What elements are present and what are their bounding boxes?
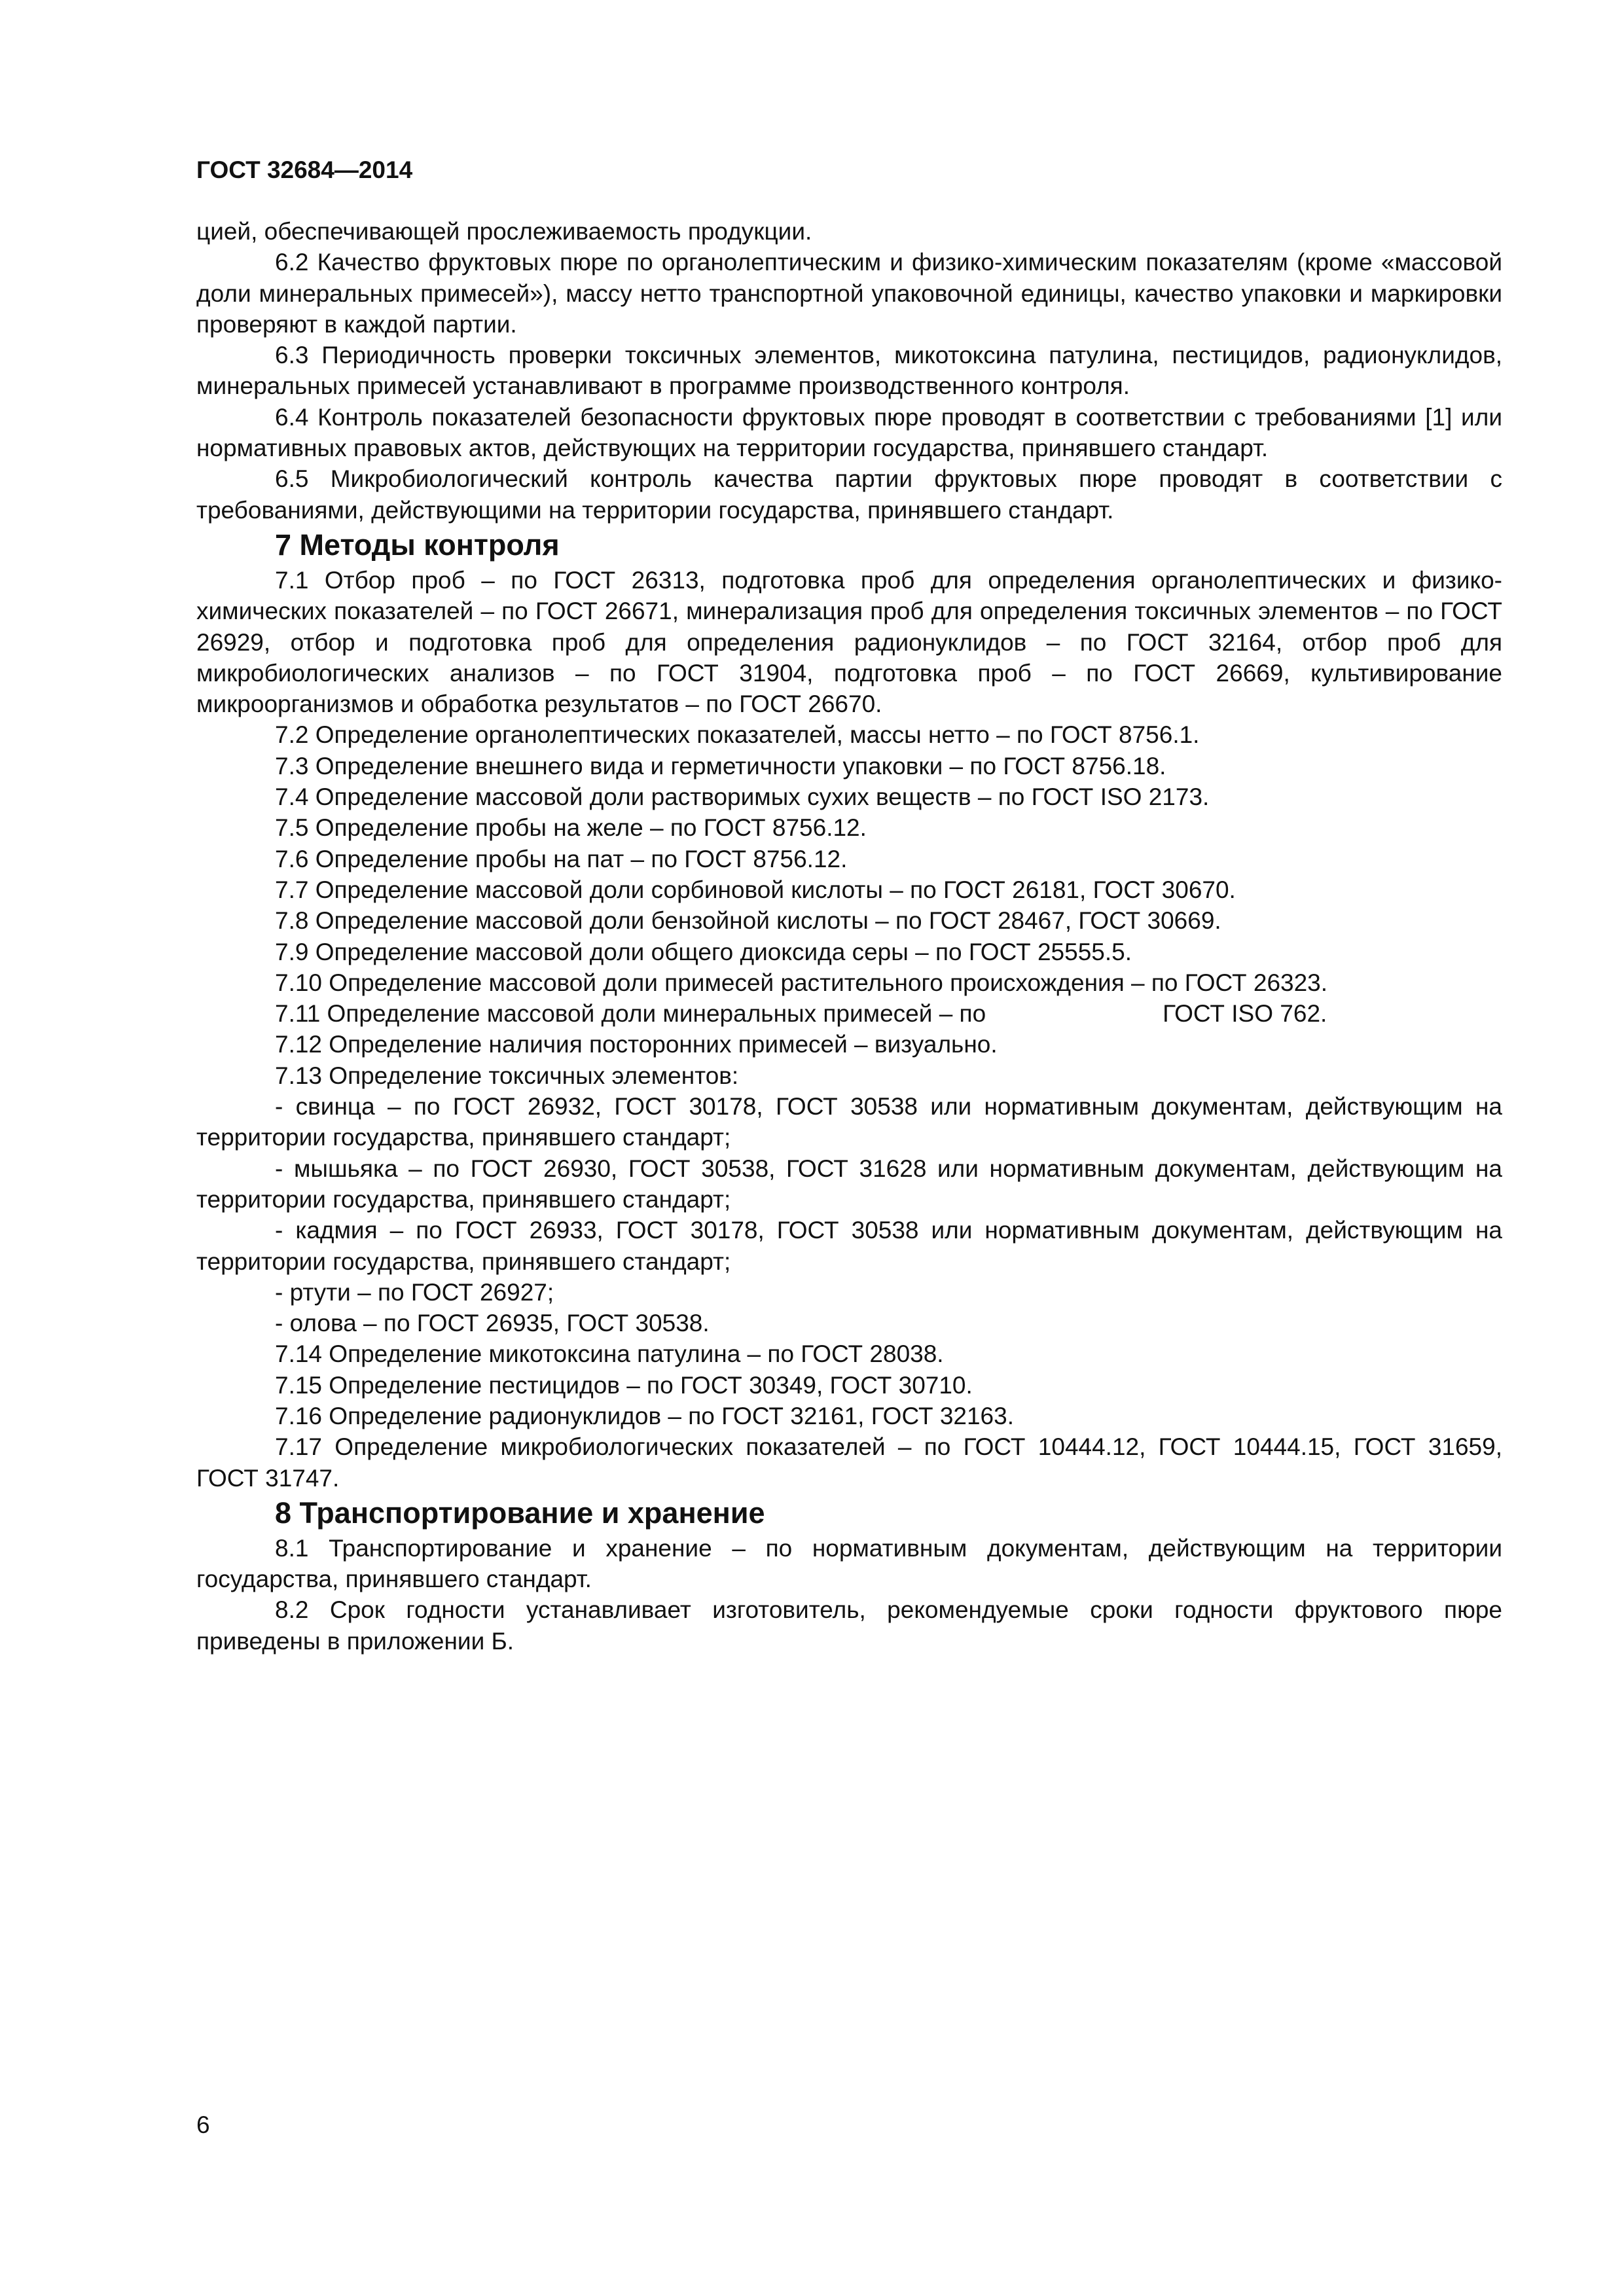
paragraph-7-10: 7.10 Определение массовой доли примесей растительного происхождения – по ГОСТ 26323. bbox=[275, 969, 1328, 996]
list-item-mercury: - ртути – по ГОСТ 26927; bbox=[275, 1278, 554, 1306]
paragraph-7-7: 7.7 Определение массовой доли сорбиновой кислоты – по ГОСТ 26181, ГОСТ 30670. bbox=[275, 876, 1236, 903]
paragraph-7-3: 7.3 Определение внешнего вида и герметичности упаковки – по ГОСТ 8756.18. bbox=[275, 752, 1166, 780]
paragraph-7-12: 7.12 Определение наличия посторонних примесей – визуально. bbox=[275, 1031, 998, 1058]
document-body bbox=[196, 216, 1502, 1657]
page-number: 6 bbox=[196, 2111, 210, 2138]
section-7-heading: 7 Методы контроля bbox=[275, 528, 560, 562]
paragraph-7-14: 7.14 Определение микотоксина патулина – по ГОСТ 28038. bbox=[275, 1340, 944, 1368]
paragraph-7-1: 7.1 Отбор проб – по ГОСТ 26313, подготовка проб для определения органолептических и физико-химических показателей – по ГОСТ 26671, минерализация проб для определения токсичных элементов – по ГОСТ 26929, отбор и подготовка проб для определения радионуклидов – по ГОСТ 32164, отбор проб для микробиологических анализов – по ГОСТ 31904, подготовка проб – по ГОСТ 26669, культивирование микроорганизмов и обработка результатов – по ГОСТ 26670. bbox=[196, 566, 1502, 718]
paragraph-7-11-text: 7.11 Определение массовой доли минеральных примесей – по bbox=[275, 1000, 986, 1028]
paragraph-7-8: 7.8 Определение массовой доли бензойной кислоты – по ГОСТ 28467, ГОСТ 30669. bbox=[275, 907, 1221, 935]
paragraph-7-15: 7.15 Определение пестицидов – по ГОСТ 30349, ГОСТ 30710. bbox=[275, 1371, 973, 1399]
paragraph-6-4: 6.4 Контроль показателей безопасности фруктовых пюре проводят в соответствии с требованиями [1] или нормативных правовых актов, действующих на территории государства, принявшего стандарт. bbox=[196, 403, 1502, 462]
paragraph-8-1: 8.1 Транспортирование и хранение – по нормативным документам, действующим на территории государства, принявшего стандарт. bbox=[196, 1534, 1502, 1593]
paragraph-6-3: 6.3 Периодичность проверки токсичных элементов, микотоксина патулина, пестицидов, радионуклидов, минеральных примесей устанавливают в программе производственного контроля. bbox=[196, 342, 1502, 400]
paragraph-8-2: 8.2 Срок годности устанавливает изготовитель, рекомендуемые сроки годности фруктового пюре приведены в приложении Б. bbox=[196, 1596, 1502, 1655]
paragraph-6-5: 6.5 Микробиологический контроль качества партии фруктовых пюре проводят в соответствии с требованиями, действующими на территории государства, принявшего стандарт. bbox=[196, 465, 1502, 524]
list-item-cadmium: - кадмия – по ГОСТ 26933, ГОСТ 30178, ГОСТ 30538 или нормативным документам, действующим на территории государства, принявшего стандарт; bbox=[196, 1217, 1502, 1275]
paragraph-6-2: 6.2 Качество фруктовых пюре по органолептическим и физико-химическим показателям (кроме «массовой доли минеральных примесей»), массу нетто транспортной упаковочной единицы, качество упаковки и маркировки проверяют в каждой партии. bbox=[196, 249, 1502, 338]
section-8-heading: 8 Транспортирование и хранение bbox=[275, 1496, 765, 1530]
document-header: ГОСТ 32684—2014 bbox=[196, 156, 413, 183]
list-item-lead: - свинца – по ГОСТ 26932, ГОСТ 30178, ГОСТ 30538 или нормативным документам, действующим на территории государства, принявшего стандарт; bbox=[196, 1093, 1502, 1151]
paragraph-7-16: 7.16 Определение радионуклидов – по ГОСТ 32161, ГОСТ 32163. bbox=[275, 1402, 1014, 1429]
paragraph-7-11 bbox=[196, 998, 1502, 1029]
list-item-arsenic: - мышьяка – по ГОСТ 26930, ГОСТ 30538, ГОСТ 31628 или нормативным документам, действующим на территории государства, принявшего стандарт; bbox=[196, 1155, 1502, 1213]
paragraph-7-9: 7.9 Определение массовой доли общего диоксида серы – по ГОСТ 25555.5. bbox=[275, 938, 1132, 965]
paragraph-7-17: 7.17 Определение микробиологических показателей – по ГОСТ 10444.12, ГОСТ 10444.15, ГОСТ 31659, ГОСТ 31747. bbox=[196, 1433, 1502, 1492]
paragraph-7-6: 7.6 Определение пробы на пат – по ГОСТ 8756.12. bbox=[275, 845, 848, 872]
paragraph-7-5: 7.5 Определение пробы на желе – по ГОСТ 8756.12. bbox=[275, 814, 867, 842]
list-item-tin: - олова – по ГОСТ 26935, ГОСТ 30538. bbox=[275, 1310, 710, 1337]
paragraph-7-2: 7.2 Определение органолептических показателей, массы нетто – по ГОСТ 8756.1. bbox=[275, 721, 1200, 749]
paragraph-7-4: 7.4 Определение массовой доли растворимых сухих веществ – по ГОСТ ISO 2173. bbox=[275, 783, 1210, 811]
paragraph-7-11-ref: ГОСТ ISO 762. bbox=[1163, 1000, 1327, 1028]
paragraph-6-1-continuation: цией, обеспечивающей прослеживаемость продукции. bbox=[196, 218, 812, 245]
paragraph-7-13: 7.13 Определение токсичных элементов: bbox=[275, 1062, 739, 1089]
